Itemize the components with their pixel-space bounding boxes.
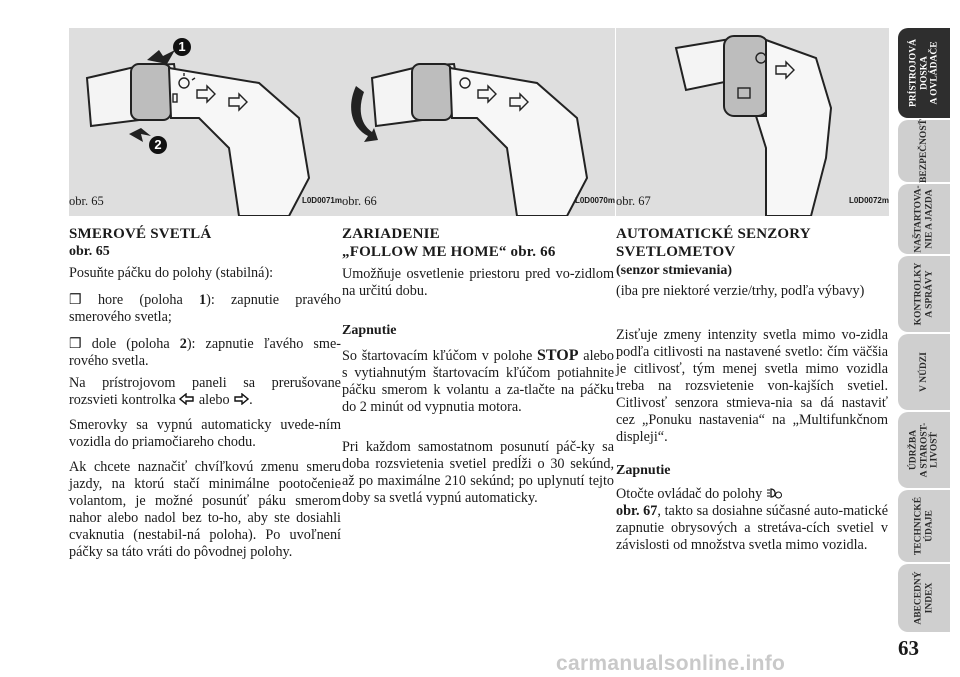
auto-headlight-icon (766, 487, 782, 499)
tab-technical-data[interactable] (898, 490, 950, 562)
turn-right-arrow-icon (233, 393, 249, 405)
paragraph: Ak chcete naznačiť chvíľkovú zmenu smeru jazdy, na ktorú stačí minimálne pootočenie volantom, je možné posunúť páku smerom nahor alebo nadol bez to-ho, aby ste dosiahli cvaknutia (nestabil-ná poloha). Po uvoľnení páčky sa táto vráti do pôvodnej polohy. (69, 459, 341, 560)
section-heading-follow-me-home: ZARIADENIE „FOLLOW ME HOME“ obr. 66 (342, 226, 556, 260)
figure-65 (69, 28, 342, 216)
paragraph: Pri každom samostatnom posunutí páč-ky sa doba rozsvietenia svetiel predĺži o 30 sekúnd, až po maximálne 210 sekúnd; po uplynutí tejto doby sa svetlá vypnú automaticky. (342, 439, 614, 506)
stalk-illustration (69, 28, 342, 216)
subheading: Zapnutie (342, 323, 397, 338)
paragraph: (iba pre niektoré verzie/trhy, podľa výbavy) (616, 283, 865, 299)
tab-label: KONTROLKY A SPRÁVY (913, 262, 934, 326)
subheading: Zapnutie (616, 463, 671, 478)
tab-label: BEZPEČNOSŤ (918, 119, 929, 183)
tab-emergency[interactable] (898, 334, 950, 410)
tab-index[interactable] (898, 564, 950, 632)
figure-66-caption-row (342, 194, 615, 210)
paragraph: Umožňuje osvetlenie priestoru pred vo-zidlom na určitú dobu. (342, 266, 614, 299)
paragraph: Na prístrojovom paneli sa prerušovane rozsvieti kontrolka alebo . (69, 375, 341, 408)
figure-caption: obr. 65 (69, 194, 104, 208)
figure-mark-1: 1 (173, 38, 191, 56)
section-heading-auto-sensors: AUTOMATICKÉ SENZORY SVETLOMETOV (616, 226, 811, 260)
watermark: carmanualsonline.info (556, 652, 786, 675)
tab-label: ÚDRŽBA A STAROST- LIVOSŤ (908, 422, 940, 478)
stalk-illustration (616, 28, 889, 216)
figure-code: L0D0071m (301, 196, 342, 205)
tab-label: TECHNICKÉ ÚDAJE (913, 496, 934, 556)
tab-maintenance[interactable] (898, 412, 950, 488)
figure-code: L0D0070m (574, 196, 615, 205)
section-heading-turn-signals: SMEROVÉ SVETLÁ (69, 226, 212, 242)
tab-label: NAŠTARTOVA- NIE A JAZDA (913, 185, 934, 253)
paragraph: So štartovacím kľúčom v polohe STOP alebo s vytiahnutým štartovacím kľúčom potiahnite páčku smerom k volantu a za-tlačte na páčku do 2 minút od vypnutia motora. (342, 347, 614, 415)
page-number: 63 (898, 636, 919, 660)
list-item: ❒ hore (poloha 1): zapnutie pravého smerového svetla; (69, 292, 341, 325)
figure-65-caption-row (69, 194, 342, 210)
tab-label: ABECEDNÝ INDEX (913, 571, 934, 625)
paragraph: Otočte ovládač do polohy obr. 67, takto sa dosiahne súčasné auto-matické zapnutie obrysových a stretáva-cích svetiel v závislosti od množstva svetla mimo vozidla. (616, 486, 888, 553)
tab-label: V NÚDZI (918, 352, 929, 392)
list-item: ❒ dole (poloha 2): zapnutie ľavého sme-rového svetla. (69, 336, 341, 369)
paragraph: Zisťuje zmeny intenzity svetla mimo vo-zidla podľa citlivosti na nastavené svetlo: čím väčšia je citlivosť, tým menej svetla mimo vozidla treba na rozsvietenie von-kajších svetiel. Citlivosť senzora stmieva-nia sa dá nastaviť cez „Ponuku nastavenia“ na „Multifunkčnom displeji“. (616, 327, 888, 445)
figure-66 (342, 28, 615, 216)
turn-left-arrow-icon (179, 393, 195, 405)
figure-67 (616, 28, 889, 216)
tab-safety[interactable] (898, 120, 950, 182)
subheading: (senzor stmievania) (616, 263, 732, 278)
tab-warnings[interactable] (898, 256, 950, 332)
paragraph: Posuňte páčku do polohy (stabilná): (69, 265, 274, 281)
figure-mark-2: 2 (149, 136, 167, 154)
paragraph: Smerovky sa vypnú automaticky uvede-ním vozidla do priamočiareho chodu. (69, 417, 341, 450)
tab-label: PRÍSTROJOVÁ DOSKA A OVLÁDAČE (908, 38, 940, 108)
tab-starting-driving[interactable] (898, 184, 950, 254)
figure-reference: obr. 65 (69, 244, 110, 259)
figure-67-caption-row (616, 194, 889, 210)
stalk-illustration (342, 28, 615, 216)
tab-instrument-panel[interactable] (898, 28, 950, 118)
figure-caption: obr. 66 (342, 194, 377, 208)
figure-code: L0D0072m (848, 196, 889, 205)
figure-caption: obr. 67 (616, 194, 651, 208)
